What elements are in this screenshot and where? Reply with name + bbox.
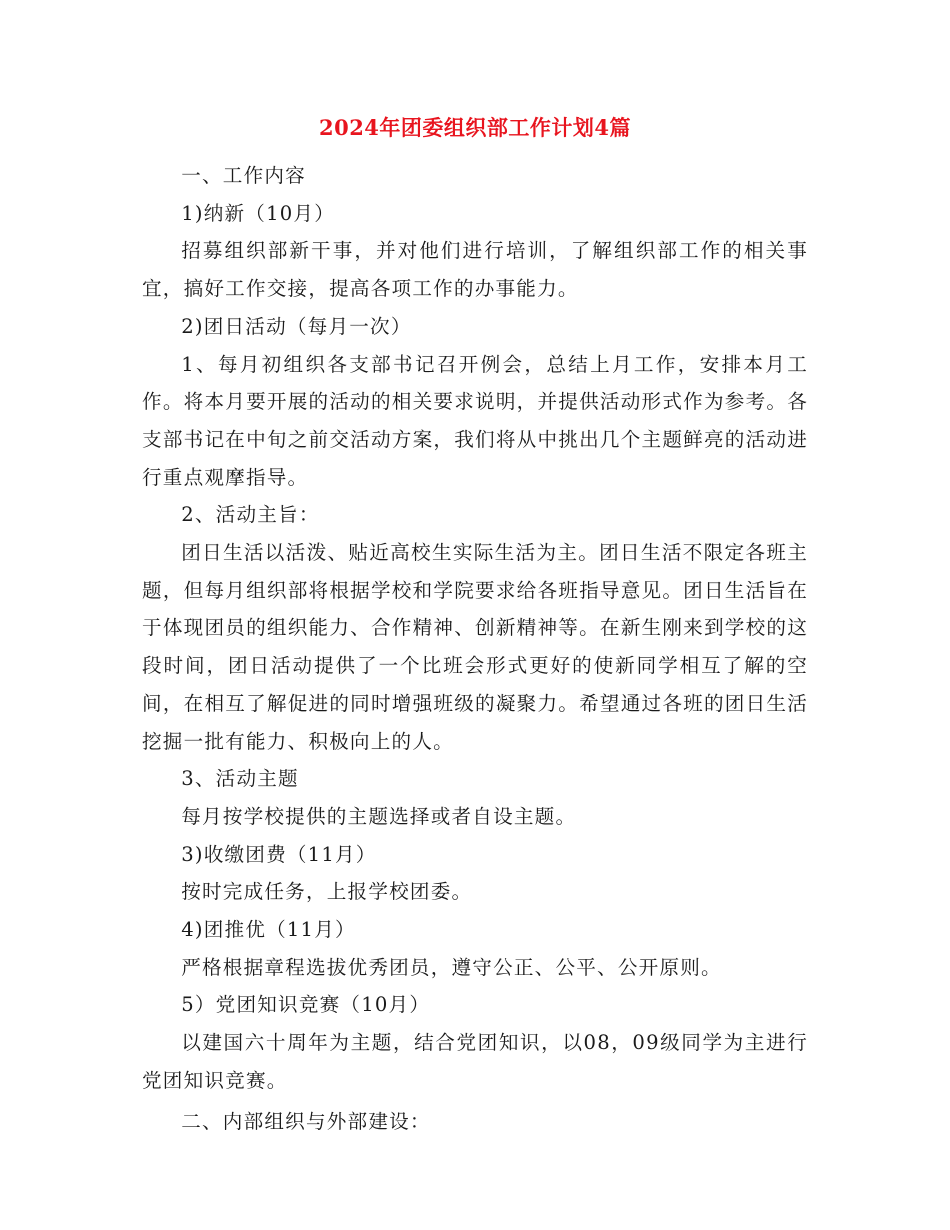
item-heading: 3、活动主题 (181, 767, 299, 791)
paragraph: 每月按学校提供的主题选择或者自设主题。 (181, 804, 577, 828)
paragraph: 团日生活以活泼、贴近高校生实际生活为主。团日生活不限定各班主题，但每月组织部将根据学校和学院要求给各班指导意见。团日生活旨在于体现团员的组织能力、合作精神、创新精神等。在新生刚来到学校的这段时间，团日活动提供了一个比班会形式更好的使新同学相互了解的空间，在相互了解促进的同时增强班级的凝聚力。希望通过各班的团日生活挖掘一批有能力、积极向上的人。 (142, 541, 808, 753)
paragraph: 招募组织部新干事，并对他们进行培训，了解组织部工作的相关事宜，搞好工作交接，提高各项工作的办事能力。 (142, 239, 808, 301)
document-title: 2024年团委组织部工作计划4篇 (318, 115, 632, 140)
paragraph: 严格根据章程选拔优秀团员，遵守公正、公平、公开原则。 (181, 955, 722, 979)
document-body (142, 157, 808, 1140)
section-heading: 一、工作内容 (181, 164, 306, 187)
paragraph: 1、每月初组织各支部书记召开例会，总结上月工作，安排本月工作。将本月要开展的活动的相关要求说明，并提供活动形式作为参考。各支部书记在中旬之前交活动方案，我们将从中挑出几个主题鲜亮的活动进行重点观摩指导。 (142, 352, 808, 489)
item-heading: 2)团日活动（每月一次） (181, 314, 412, 338)
item-heading: 5）党团知识竞赛（10月） (181, 993, 431, 1017)
item-heading: 2、活动主旨： (181, 503, 320, 527)
item-heading: 4)团推优（11月） (181, 918, 356, 942)
section-heading: 二、内部组织与外部建设： (181, 1109, 431, 1133)
item-heading: 1)纳新（10月） (181, 201, 335, 225)
paragraph: 按时完成任务，上报学校团委。 (181, 880, 473, 904)
paragraph: 以建国六十周年为主题，结合党团知识，以08，09级同学为主进行党团知识竞赛。 (142, 1031, 808, 1092)
item-heading: 3)收缴团费（11月） (181, 842, 377, 866)
